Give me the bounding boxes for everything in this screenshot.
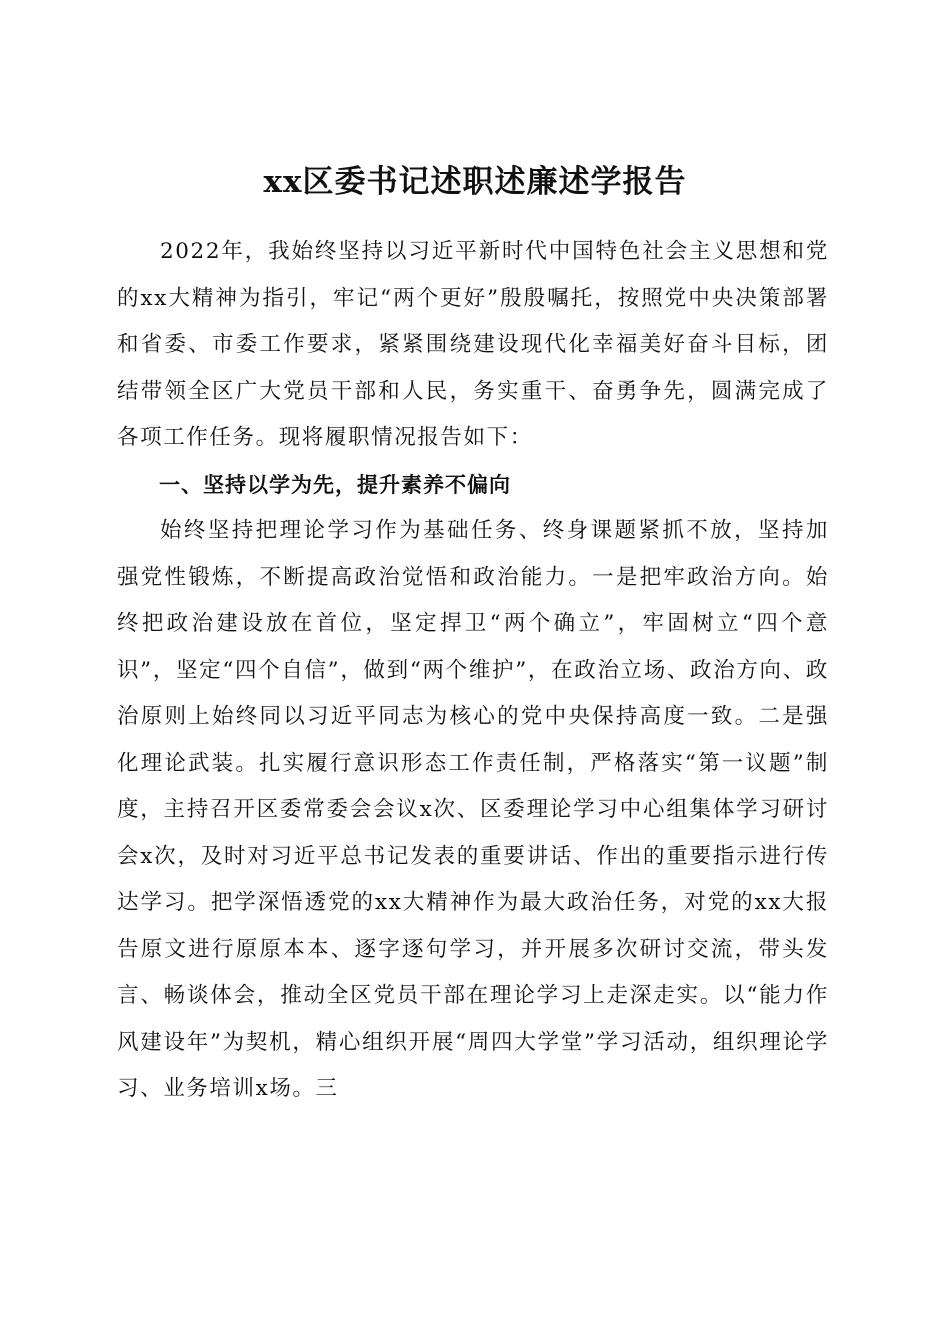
document-title: xx区委书记述职述廉述学报告 xyxy=(263,163,687,200)
section-1-heading: 一、坚持以学为先，提升素养不偏向 xyxy=(159,472,511,497)
section-1-paragraph: 始终坚持把理论学习作为基础任务、终身课题紧抓不放，坚持加强党性锻炼，不断提高政治觉悟和政治能力。一是把牢政治方向。始终把政治建设放在首位，坚定捍卫“两个确立”，牢固树立“四个意识”，坚定“四个自信”，做到“两个维护”，在政治立场、政治方向、政治原则上始终同以习近平同志为核心的党中央保持高度一致。二是强化理论武装。扎实履行意识形态工作责任制，严格落实“第一议题”制度，主持召开区委常委会会议x次、区委理论学习中心组集体学习研讨会x次，及时对习近平总书记发表的重要讲话、作出的重要指示进行传达学习。把学深悟透党的xx大精神作为最大政治任务，对党的xx大报告原文进行原原本本、逐字逐句学习，并开展多次研讨交流，带头发言、畅谈体会，推动全区党员干部在理论学习上走深走实。以“能力作风建设年”为契机，精心组织开展“周四大学堂”学习活动，组织理论学习、业务培训x场。三 xyxy=(117,518,829,1101)
document-body xyxy=(117,229,829,1113)
intro-paragraph: 2022年，我始终坚持以习近平新时代中国特色社会主义思想和党的xx大精神为指引，牢记“两个更好”殷殷嘱托，按照党中央决策部署和省委、市委工作要求，紧紧围绕建设现代化幸福美好奋斗目标，团结带领全区广大党员干部和人民，务实重干、奋勇争先，圆满完成了各项工作任务。现将履职情况报告如下： xyxy=(117,239,829,450)
